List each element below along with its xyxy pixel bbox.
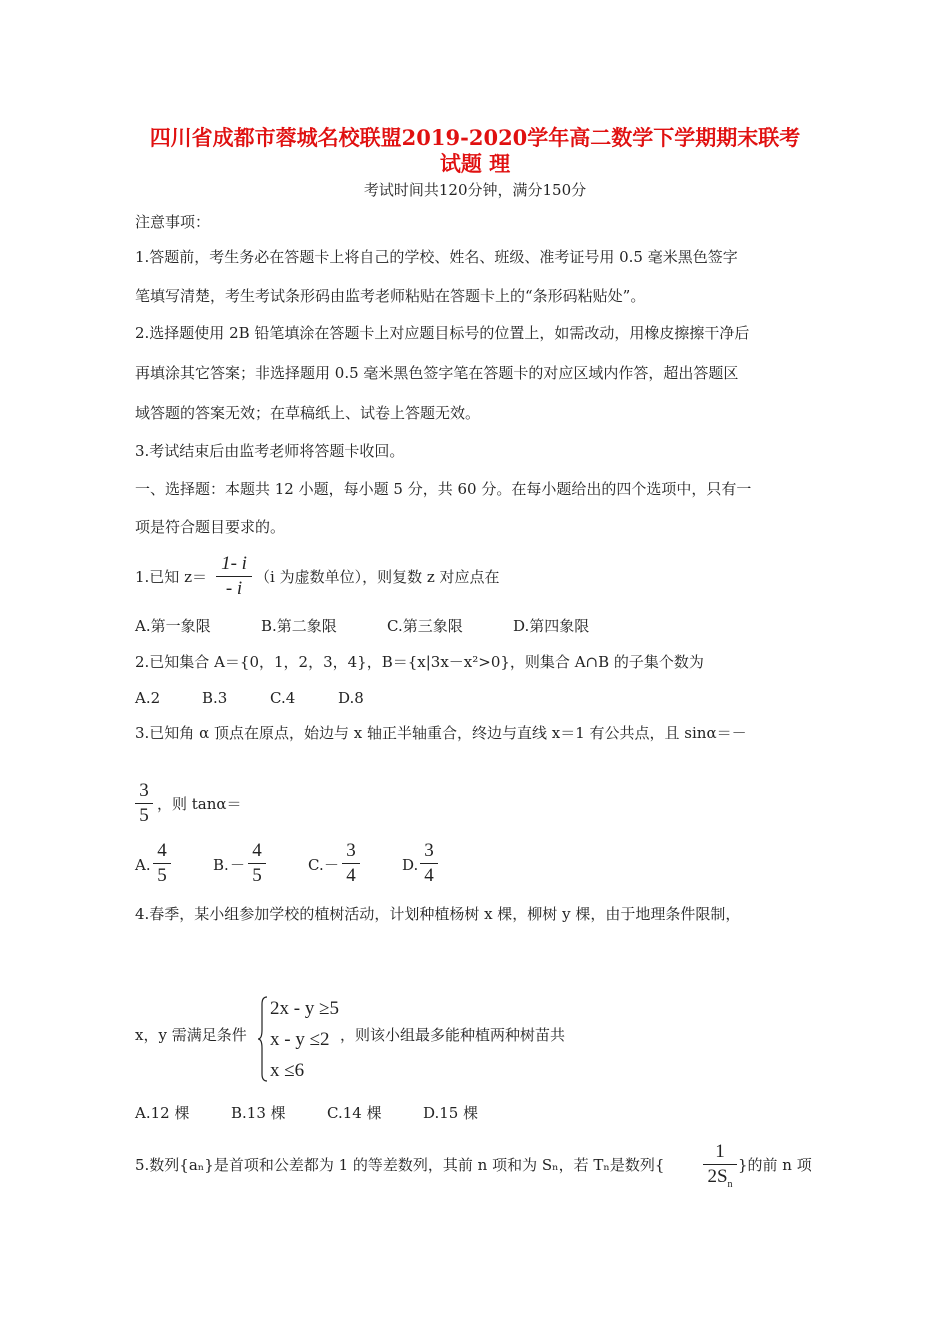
q5-prefix: 5.数列{aₙ}是首项和公差都为 1 的等差数列，其前 n 项和为 Sₙ，若 Tₙ是数列{ [135,1156,665,1174]
q4-prefix: x，y 需满足条件 [135,1026,247,1044]
notice-line: 笔填写清楚，考生考试条形码由监考老师粘贴在答题卡上的“条形码粘贴处”。 [135,287,646,305]
denominator: 5 [252,865,262,886]
q2-option-b: B.3 [202,689,228,707]
q5-denominator-main: 2S [707,1166,728,1187]
numerator: 3 [424,840,434,861]
q3-option-a-label: A. [135,856,151,874]
q5-fraction [703,1141,737,1196]
fraction-bar [342,863,360,864]
q5-suffix: }的前 n 项 [738,1156,812,1174]
q2-option-d: D.8 [338,689,364,707]
numerator: 3 [346,840,356,861]
exam-time-info: 考试时间共120分钟，满分150分 [363,181,587,199]
notice-line: 2.选择题使用 2B 铅笔填涂在答题卡上对应题目标号的位置上，如需改动，用橡皮擦擦干净后 [135,324,750,342]
q4-option-c: C.14 棵 [327,1104,382,1122]
q3-option-b-label: B. [213,856,229,874]
q4-option-d: D.15 棵 [423,1104,479,1122]
fraction-bar [703,1164,737,1165]
notice-line: 3.考试结束后由监考老师将答题卡收回。 [135,442,405,460]
denominator: 4 [424,865,434,886]
q4-constraint-system [270,993,339,1086]
q4-option-b: B.13 棵 [231,1104,286,1122]
fraction-bar [153,863,171,864]
q2-option-a: A.2 [135,689,161,707]
fraction-bar [420,863,438,864]
notice-line: 再填涂其它答案；非选择题用 0.5 毫米黑色签字笔在答题卡的对应区域内作答，超出答题区 [135,364,739,382]
notice-line: 1.答题前，考生务必在答题卡上将自己的学校、姓名、班级、准考证号用 0.5 毫米黑色签字 [135,248,738,266]
exam-title-line-2: 试题 理 [439,151,511,176]
q1-option-a: A.第一象限 [135,617,211,635]
notice-line: 域答题的答案无效；在草稿纸上、试卷上答题无效。 [135,404,481,422]
q4-suffix: ，则该小组最多能种植两种树苗共 [340,1026,566,1044]
q1-denominator: - i [225,578,243,599]
constraint-line: x ≤6 [270,1060,305,1081]
q3-option-c-fraction [342,840,360,887]
q1-fraction [216,553,252,600]
q3-option-c-sign: － [324,856,340,874]
section-heading: 一、选择题：本题共 12 小题，每小题 5 分，共 60 分。在每小题给出的四个选项中，只有一 [135,480,752,498]
left-brace [257,996,269,1082]
q5-denominator [703,1166,737,1196]
q3-denominator: 5 [139,805,149,826]
fraction-bar [135,803,153,804]
q1-option-d: D.第四象限 [513,617,590,635]
q3-stem: 3.已知角 α 顶点在原点，始边与 x 轴正半轴重合，终边与直线 x＝1 有公共点，且 sinα＝－ [135,724,747,742]
fraction-bar [248,863,266,864]
q5-numerator: 1 [715,1141,725,1162]
exam-title-line-1: 四川省成都市蓉城名校联盟2019-2020学年高二数学下学期期末联考 [149,125,801,150]
q1-suffix: （i 为虚数单位），则复数 z 对应点在 [255,568,500,586]
q3-option-b-sign: － [230,856,246,874]
constraint-line: 2x - y ≥5 [270,998,340,1019]
q2-option-c: C.4 [270,689,296,707]
numerator: 4 [157,840,167,861]
constraint-line: x - y ≤2 [270,1029,330,1050]
q3-option-c-label: C. [308,856,324,874]
q1-numerator: 1- i [221,553,247,574]
fraction-bar [216,576,252,577]
q3-option-b-fraction [248,840,266,887]
q3-numerator: 3 [139,780,149,801]
q5-denominator-subscript: n [727,1178,733,1190]
q3-option-a-fraction [153,840,171,887]
denominator: 5 [157,865,167,886]
q3-fraction [135,780,153,827]
q3-option-d-label: D. [402,856,419,874]
numerator: 4 [252,840,262,861]
q2-stem: 2.已知集合 A＝{0，1，2，3，4}，B＝{x|3x－x²>0}，则集合 A∩B 的子集个数为 [135,653,704,671]
q3-tail: ，则 tanα＝ [157,795,242,813]
q1-option-c: C.第三象限 [387,617,463,635]
q1-prefix: 1.已知 z＝ [135,568,207,586]
section-heading: 项是符合题目要求的。 [135,518,286,536]
notice-heading: 注意事项： [135,213,211,231]
q4-option-a: A.12 棵 [135,1104,190,1122]
q1-option-b: B.第二象限 [261,617,337,635]
q4-stem: 4.春季，某小组参加学校的植树活动，计划种植杨树 x 棵，柳树 y 棵，由于地理条件限制， [135,905,741,923]
q3-option-d-fraction [420,840,438,887]
denominator: 4 [346,865,356,886]
